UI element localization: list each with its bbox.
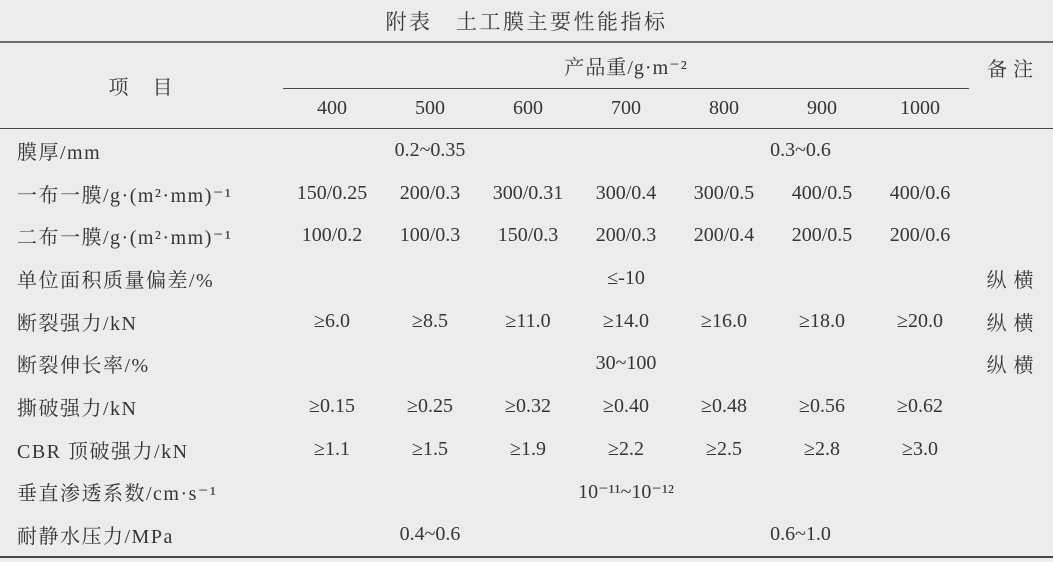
cell-value: ≥2.5 <box>706 437 742 460</box>
row-label: 撕破强力/kN <box>17 397 138 420</box>
cell-remark <box>969 129 1053 172</box>
cell-value: ≥0.62 <box>897 394 944 417</box>
cell-value: ≥2.8 <box>804 437 840 460</box>
cell-remark <box>969 513 1053 557</box>
weight-col-600: 600 <box>513 97 543 119</box>
cell-value-full: ≤-10 <box>607 266 645 289</box>
weight-col-900: 900 <box>807 97 837 119</box>
cell-remark: 纵横 <box>986 312 1041 335</box>
geomembrane-performance-table <box>0 41 1053 558</box>
row-label: CBR 顶破强力/kN <box>17 440 189 463</box>
row-label: 断裂伸长率/% <box>17 355 150 378</box>
cell-value: ≥20.0 <box>897 309 944 332</box>
weight-col-400: 400 <box>317 97 347 119</box>
weight-col-700: 700 <box>611 97 641 119</box>
table-row-one-fabric-one-membrane <box>0 172 1053 215</box>
table-row-elongation-at-break <box>0 342 1053 385</box>
row-label: 膜厚/mm <box>0 129 283 172</box>
cell-value: 300/0.5 <box>693 181 755 204</box>
row-label: 断裂强力/kN <box>17 312 138 335</box>
cell-remark <box>969 385 1053 428</box>
table-row-hydrostatic-pressure <box>0 513 1053 557</box>
row-label: 单位面积质量偏差/% <box>17 269 215 292</box>
cell-value: ≥18.0 <box>799 309 845 332</box>
cell-value-right: 0.6~1.0 <box>770 523 831 546</box>
cell-value: ≥1.1 <box>314 437 350 460</box>
row-label: 垂直渗透系数/cm·s⁻¹ <box>17 483 218 506</box>
cell-value: ≥1.5 <box>412 437 448 460</box>
remark-column-header: 备注 <box>987 59 1040 81</box>
cell-value: 200/0.4 <box>693 224 755 247</box>
cell-value: ≥0.48 <box>701 394 747 417</box>
table-row-breaking-strength <box>0 300 1053 343</box>
page-title: 附表 土工膜主要性能指标 <box>385 9 668 34</box>
cell-value-left: 0.4~0.6 <box>399 523 461 546</box>
cell-value: ≥1.9 <box>510 437 546 460</box>
cell-value: 400/0.5 <box>791 181 853 204</box>
weight-col-1000: 1000 <box>900 97 941 119</box>
cell-value-full: 30~100 <box>595 352 657 375</box>
cell-value: 100/0.3 <box>399 224 461 247</box>
row-label: 一布一膜/g·(m²·mm)⁻¹ <box>17 184 233 207</box>
table-row-cbr-puncture-strength <box>0 428 1053 471</box>
cell-value: ≥0.15 <box>309 394 355 417</box>
weight-col-800: 800 <box>709 97 739 119</box>
cell-value: 200/0.3 <box>399 181 461 204</box>
cell-remark <box>969 471 1053 514</box>
cell-value: ≥0.25 <box>407 394 453 417</box>
cell-value: ≥6.0 <box>314 309 350 332</box>
cell-value: ≥3.0 <box>902 437 939 460</box>
row-label: 耐静水压力/MPa <box>17 526 174 549</box>
table-row-membrane-thickness <box>0 129 1053 172</box>
product-weight-header: 产品重/g·m⁻² <box>283 42 969 89</box>
cell-value: 200/0.3 <box>595 224 657 247</box>
cell-value: 300/0.31 <box>492 181 564 204</box>
cell-value-left: 0.2~0.35 <box>283 129 577 172</box>
row-label: 二布一膜/g·(m²·mm)⁻¹ <box>17 227 233 250</box>
header-row-1 <box>0 42 1053 89</box>
cell-value: ≥11.0 <box>505 309 551 332</box>
table-row-vertical-permeability <box>0 471 1053 514</box>
cell-remark <box>969 172 1053 215</box>
cell-value: 200/0.6 <box>889 224 951 247</box>
cell-value: ≥2.2 <box>608 437 644 460</box>
cell-value: 150/0.25 <box>296 181 368 204</box>
cell-value: 300/0.4 <box>595 181 657 204</box>
cell-value-full: 10⁻¹¹~10⁻¹² <box>578 481 674 504</box>
cell-value: 100/0.2 <box>301 224 363 247</box>
cell-remark <box>969 428 1053 471</box>
cell-value: ≥16.0 <box>701 309 747 332</box>
table-row-two-fabric-one-membrane <box>0 214 1053 257</box>
cell-value: ≥0.32 <box>505 394 551 417</box>
cell-value: ≥14.0 <box>603 309 649 332</box>
cell-value: 400/0.6 <box>889 181 951 204</box>
cell-remark: 纵横 <box>986 355 1041 378</box>
table-row-tear-strength <box>0 385 1053 428</box>
cell-remark: 纵横 <box>986 269 1041 292</box>
cell-value: ≥0.40 <box>603 394 649 417</box>
cell-value: 200/0.5 <box>791 224 853 247</box>
cell-remark <box>969 214 1053 257</box>
cell-value-right: 0.3~0.6 <box>577 129 969 172</box>
item-column-header: 项 目 <box>108 77 175 99</box>
cell-value: ≥8.5 <box>412 309 448 332</box>
cell-value: ≥0.56 <box>799 394 845 417</box>
cell-value: 150/0.3 <box>497 224 559 247</box>
table-row-mass-deviation <box>0 257 1053 300</box>
weight-col-500: 500 <box>415 97 445 119</box>
